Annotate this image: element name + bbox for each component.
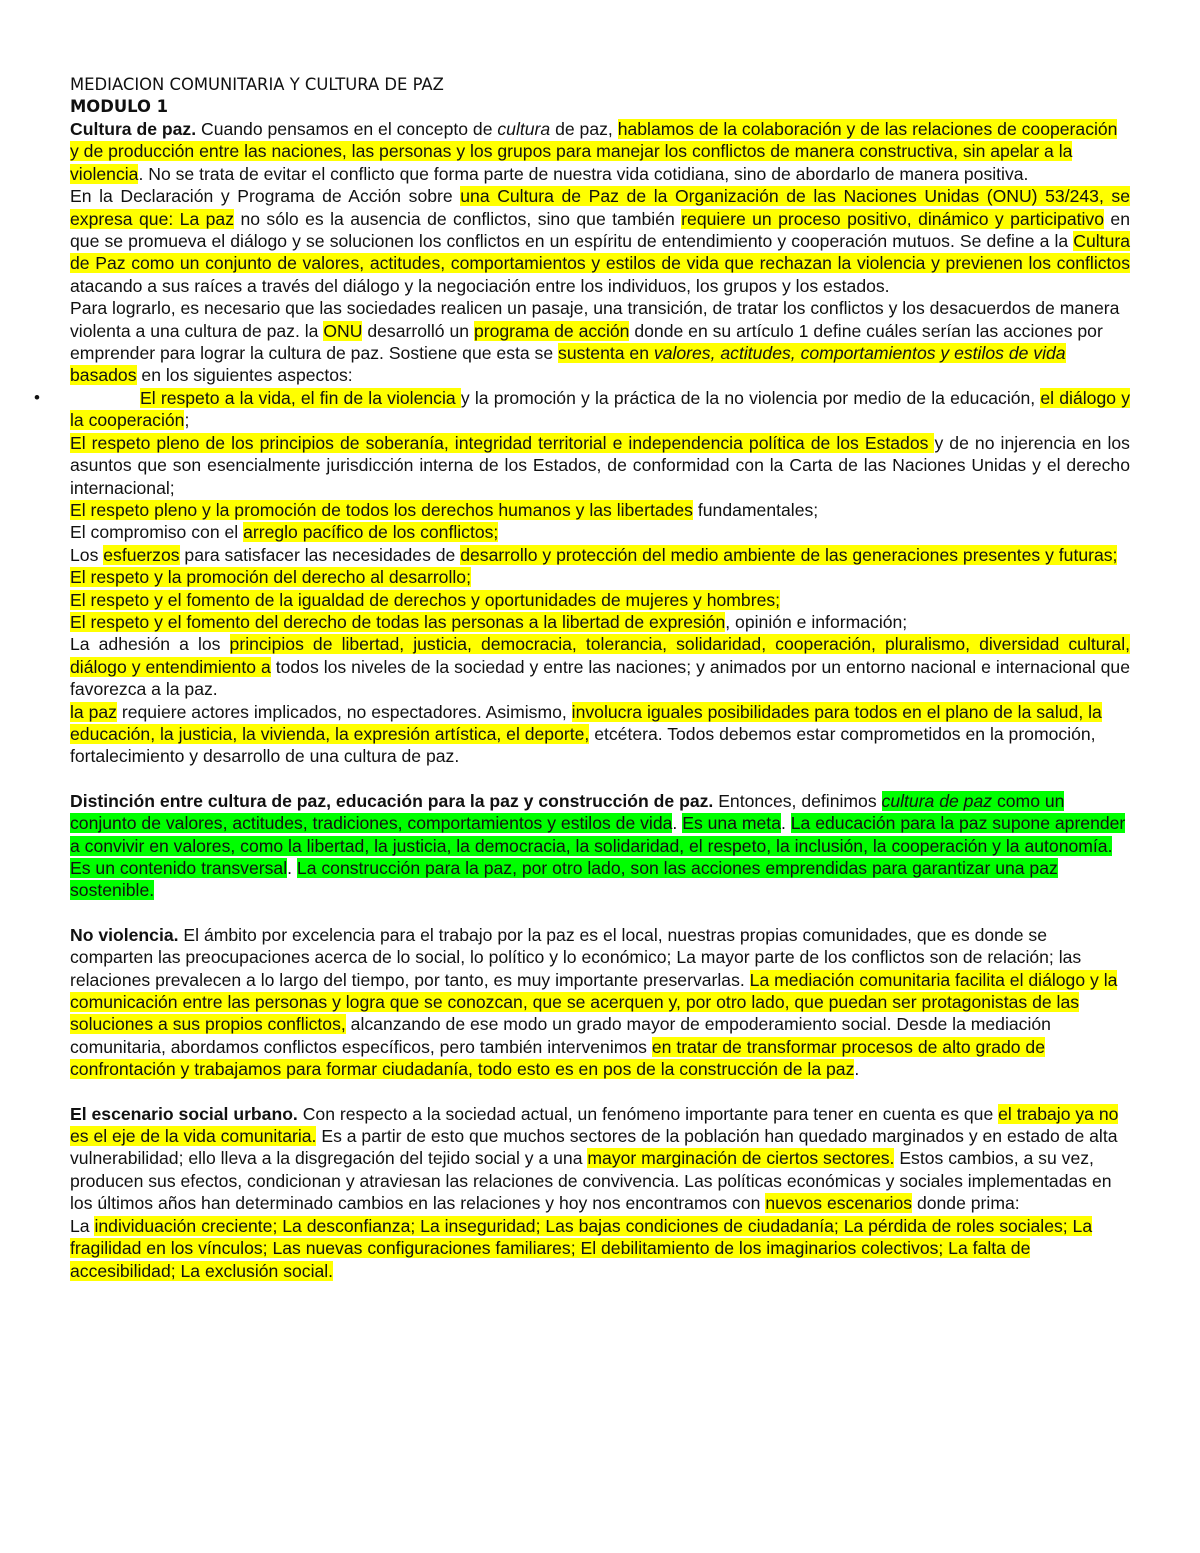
list-item: El respeto y el fomento del derecho de todas las personas a la libertad de expresión, opinión e información; xyxy=(70,611,908,632)
paragraph-no-violencia: No violencia. El ámbito por excelencia para el trabajo por la paz es el local, nuestras propias comunidades, que es donde se comparten las preocupaciones acerca de lo social, lo político y lo económico; La mayor parte de los conflictos son de relación; las relaciones prevalecen a lo largo del tiempo, por tanto, es muy importante preservarlas. La mediación comunitaria facilita el diálogo y la comunicación entre las personas y logra que se conozcan, que se acerquen y, por otro lado, que puedan ser protagonistas de las soluciones a sus propios conflictos, alcanzando de ese modo un grado mayor de empoderamiento social. Desde la mediación comunitaria, abordamos conflictos específicos, pero también intervenimos en tratar de transformar procesos de alto grado de confrontación y trabajamos para formar ciudadanía, todo esto es en pos de la construcción de la paz. xyxy=(70,924,1118,1080)
highlight: requiere un proceso positivo, dinámico y participativo xyxy=(681,208,1105,229)
paragraph-la-paz: la paz requiere actores implicados, no espectadores. Asimismo, involucra iguales posibilidades para todos en el plano de la salud, la educación, la justicia, la vivienda, la expresión artística, el deporte, etcétera. Todos debemos estar comprometidos en la promoción, fortalecimiento y desarrollo de una cultura de paz. xyxy=(70,701,1102,767)
highlight: el diálogo y la cooperación xyxy=(70,387,1130,431)
highlight: programa de acción xyxy=(473,320,630,341)
highlight: El respeto pleno de los principios de soberanía, integridad territorial e independencia política de los Estados xyxy=(70,432,935,453)
bullet-icon: • xyxy=(34,387,40,407)
highlight-green: Es una meta xyxy=(682,813,781,834)
list-item: Los esfuerzos para satisfacer las necesidades de desarrollo y protección del medio ambiente de las generaciones presentes y futuras; xyxy=(70,544,1118,565)
section-heading: No violencia. xyxy=(70,924,179,945)
highlight: El respeto y el fomento del derecho de todas las personas a la libertad de expresión xyxy=(70,611,726,632)
list-item: • El respeto a la vida, el fin de la violencia y la promoción y la práctica de la no violencia por medio de la educación, el diálogo y la cooperación; xyxy=(34,387,1130,431)
paragraph-lograrlo: Para lograrlo, es necesario que las sociedades realicen un pasaje, una transición, de tratar los conflictos y los desacuerdos de manera violenta a una cultura de paz. la ONU desarrolló un programa de acción donde en su artículo 1 define cuáles serían las acciones por emprender para lograr la cultura de paz. Sostiene que esta se sustenta en valores, actitudes, comportamientos y estilos de vida basados en los siguientes aspectos: xyxy=(70,298,1120,386)
highlight: El respeto y el fomento de la igualdad de derechos xyxy=(70,589,472,610)
highlight: mayor marginación de ciertos sectores. xyxy=(587,1148,895,1169)
highlight: arreglo pacífico de los conflictos; xyxy=(243,522,499,543)
highlight: La mediación comunitaria facilita el diálogo y la comunicación entre las personas y logra que se conozcan, que se acerquen y, por otro lado, que puedan ser protagonistas de las soluciones a sus propios conflictos, xyxy=(70,969,1118,1035)
highlight: desarrollo y protección del medio ambiente de las generaciones presentes y futuras; xyxy=(460,544,1118,565)
list-item: El respeto pleno y la promoción de todos los derechos humanos y las libertades fundamentales; xyxy=(70,499,819,520)
highlight: la paz xyxy=(70,701,117,722)
paragraph-lista-escenarios: La individuación creciente; La desconfianza; La inseguridad; Las bajas condiciones de ciudadanía; La pérdida de roles sociales; La fragilidad en los vínculos; Las nuevas configuraciones familiares; El debilitamiento de los imaginarios colectivos; La falta de accesibilidad; La exclusión social. xyxy=(70,1215,1093,1281)
highlight: y oportunidades de mujeres y hombres; xyxy=(471,589,781,610)
paragraph-distincion: Distinción entre cultura de paz, educación para la paz y construcción de paz. Entonces, definimos cultura de paz como un conjunto de valores, actitudes, tradiciones, comportamientos y estilos de vida. Es una meta. La educación para la paz supone aprender a convivir en valores, como la libertad, la justicia, la democracia, la solidaridad, el respeto, la inclusión, la cooperación y la autonomía. Es un contenido transversal. La construcción para la paz, por otro lado, son las acciones emprendidas para garantizar una paz sostenible. xyxy=(70,790,1126,901)
highlight: Cultura de Paz como un conjunto de valores, actitudes, comportamientos y estilos de vida que rechazan la violencia y previenen los conflictos xyxy=(70,231,1130,274)
highlight: en tratar de transformar procesos de alto grado de confrontación y trabajamos para formar ciudadanía, todo esto es en pos de la construcción de la paz xyxy=(70,1036,1046,1080)
highlight: individuación creciente; La desconfianza; La inseguridad; Las bajas condiciones de ciudadanía; La pérdida de roles sociales; La fragilidad en los vínculos; Las nuevas configuraciones familiares; El debilitamiento de los imaginarios colectivos; La falta de accesibilidad; La exclusión social. xyxy=(70,1215,1093,1281)
highlight: nuevos escenarios xyxy=(765,1193,913,1214)
highlight: el trabajo ya no es el eje de la vida comunitaria. xyxy=(70,1103,1119,1147)
highlight-green: La construcción para la paz, por otro lado, son las acciones emprendidas para garantizar una paz sostenible. xyxy=(70,858,1058,901)
list-item: El respeto pleno de los principios de soberanía, integridad territorial e independencia política de los Estados y de no injerencia en los asuntos que son esencialmente jurisdicción interna de los Estados, de conformidad con la Carta de las Naciones Unidas y el derecho internacional; xyxy=(70,432,1130,498)
highlight: involucra iguales posibilidades para todos en el plano de la salud, la educación, la justicia, la vivienda, la expresión artística, el deporte, xyxy=(70,701,1102,744)
highlight: una Cultura de Paz de la Organización de las Naciones Unidas (ONU) 53/243, se expresa que: La paz xyxy=(70,186,1130,229)
section-heading: Cultura de paz. xyxy=(70,119,197,139)
highlight-green: cultura de paz xyxy=(881,790,993,811)
highlight: sustenta en xyxy=(558,343,654,364)
paragraph-cultura-de-paz: Cultura de paz. Cuando pensamos en el concepto de cultura de paz, hablamos de la colaboración y de las relaciones de cooperación y de producción entre las naciones, las personas y los grupos para manejar los conflictos de manera constructiva, sin apelar a la violencia. No se trata de evitar el conflicto que forma parte de nuestra vida cotidiana, sino de abordarlo de manera positiva. xyxy=(70,119,1118,184)
section-heading: Distinción entre cultura de paz, educación para la paz y construcción de paz. xyxy=(70,790,714,811)
highlight-green: como un conjunto de valores, actitudes, tradiciones, comportamientos y estilos de vida xyxy=(70,790,1065,834)
highlight: El respeto a la vida, el fin de la violencia xyxy=(140,387,461,408)
list-item: La adhesión a los principios de libertad, justicia, democracia, tolerancia, solidaridad, cooperación, pluralismo, diversidad cultural, diálogo y entendimiento a todos los niveles de la sociedad y entre las naciones; y animados por un entorno nacional e internacional que favorezca a la paz. xyxy=(70,634,1130,700)
highlight: ONU xyxy=(323,320,363,341)
document-page xyxy=(34,74,1131,1282)
section-heading: El escenario social urbano. xyxy=(70,1103,298,1124)
highlight: basados xyxy=(70,365,137,386)
highlight: El respeto pleno y la promoción de todos los derechos humanos y las libertades xyxy=(70,499,693,520)
highlight: El respeto y la promoción del derecho al desarrollo; xyxy=(70,567,471,588)
list-item xyxy=(70,589,1130,611)
list-item xyxy=(70,566,1130,588)
highlight-green: La educación para la paz supone aprender a convivir en valores, como la libertad, la justicia, la democracia, la solidaridad, el respeto, la inclusión, la cooperación y la autonomía. Es un contenido transversal xyxy=(70,813,1126,878)
list-item: El compromiso con el arreglo pacífico de los conflictos; xyxy=(70,522,499,543)
highlight: esfuerzos xyxy=(103,544,180,565)
document-title: MEDIACION COMUNITARIA Y CULTURA DE PAZ xyxy=(70,75,444,94)
highlight: hablamos de la colaboración y de las relaciones de cooperación y de producción entre las naciones, las personas y los grupos para manejar los conflictos de manera constructiva, sin apelar a la violencia xyxy=(70,119,1118,184)
paragraph-declaracion: En la Declaración y Programa de Acción sobre una Cultura de Paz de la Organización de las Naciones Unidas (ONU) 53/243, se expresa que: La paz no sólo es la ausencia de conflictos, sino que también requiere un proceso positivo, dinámico y participativo en que se promueva el diálogo y se solucionen los conflictos en un espíritu de entendimiento y cooperación mutuos. Se define a la Cultura de Paz como un conjunto de valores, actitudes, comportamientos y estilos de vida que rechazan la violencia y previenen los conflictos atacando a sus raíces a través del diálogo y la negociación entre los individuos, los grupos y los estados. xyxy=(70,186,1131,296)
highlight: principios de libertad, justicia, democracia, tolerancia, solidaridad, cooperación, pluralismo, diversidad cultural, diálogo y entendimiento a xyxy=(70,634,1130,677)
paragraph-escenario-social: El escenario social urbano. Con respecto a la sociedad actual, un fenómeno importante para tener en cuenta es que el trabajo ya no es el eje de la vida comunitaria. Es a partir de esto que muchos sectores de la población han quedado marginados y en estado de alta vulnerabilidad; ello lleva a la disgregación del tejido social y a una mayor marginación de ciertos sectores. Estos cambios, a su vez, producen sus efectos, condicionan y atraviesan las relaciones de convivencia. Las políticas económicas y sociales implementadas en los últimos años han determinado cambios en las relaciones y hoy nos encontramos con nuevos escenarios donde prima: xyxy=(70,1103,1119,1214)
module-heading: MODULO 1 xyxy=(70,97,169,116)
highlight: valores, actitudes, comportamientos y estilos de vida xyxy=(653,343,1066,364)
